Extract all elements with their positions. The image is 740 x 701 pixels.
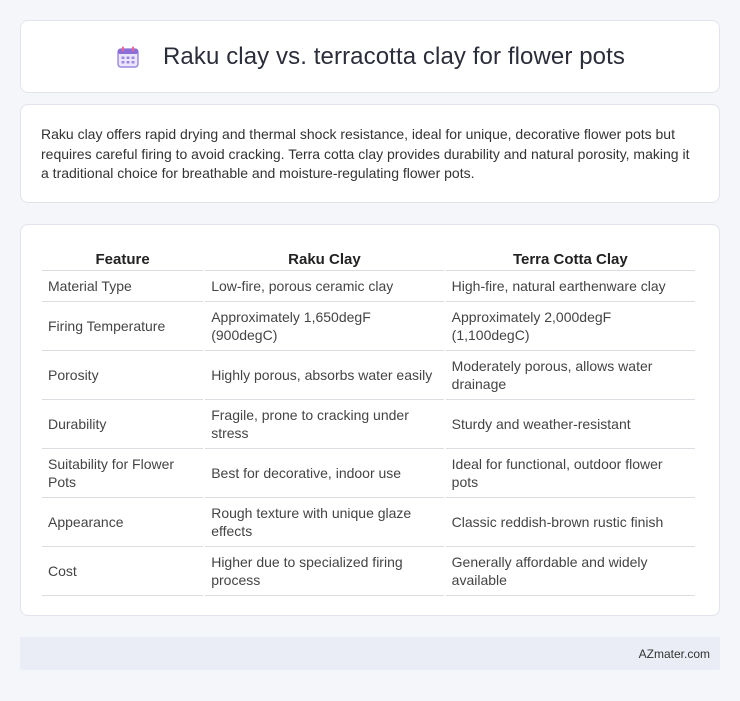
comparison-table: [40, 245, 697, 596]
row-raku-value: Higher due to specialized firing process: [205, 547, 443, 596]
row-raku-value: Fragile, prone to cracking under stress: [205, 400, 443, 449]
header-terra-cotta-clay: Terra Cotta Clay: [446, 245, 695, 271]
row-raku-value: Highly porous, absorbs water easily: [205, 351, 443, 400]
row-feature: Cost: [42, 547, 203, 596]
table-row: [42, 498, 695, 547]
intro-text: Raku clay offers rapid drying and thermal shock resistance, ideal for unique, decorative flower pots but requires careful firing to avoid cracking. Terra cotta clay provides durability and natural porosity, making it a traditional choice for breathable and moisture-regulating flower pots.: [41, 126, 690, 181]
row-terracotta-value: Ideal for functional, outdoor flower pots: [446, 449, 695, 498]
calendar-icon: [115, 44, 141, 70]
table-row: [42, 449, 695, 498]
table-row: [42, 302, 695, 351]
intro-card: [20, 104, 720, 203]
row-terracotta-value: High-fire, natural earthenware clay: [446, 271, 695, 302]
row-feature: Appearance: [42, 498, 203, 547]
row-raku-value: Rough texture with unique glaze effects: [205, 498, 443, 547]
row-feature: Firing Temperature: [42, 302, 203, 351]
row-terracotta-value: Generally affordable and widely available: [446, 547, 695, 596]
title-card: [20, 20, 720, 93]
row-raku-value: Best for decorative, indoor use: [205, 449, 443, 498]
header-feature: Feature: [42, 245, 203, 271]
table-row: [42, 351, 695, 400]
row-feature: Material Type: [42, 271, 203, 302]
footer-brand[interactable]: AZmater.com: [638, 646, 710, 661]
row-terracotta-value: Classic reddish-brown rustic finish: [446, 498, 695, 547]
table-row: [42, 547, 695, 596]
row-terracotta-value: Sturdy and weather-resistant: [446, 400, 695, 449]
header-raku-clay: Raku Clay: [205, 245, 443, 271]
table-header-row: [42, 245, 695, 271]
row-raku-value: Low-fire, porous ceramic clay: [205, 271, 443, 302]
row-terracotta-value: Approximately 2,000degF (1,100degC): [446, 302, 695, 351]
comparison-card: [20, 224, 720, 616]
row-feature: Porosity: [42, 351, 203, 400]
page-title: Raku clay vs. terracotta clay for flower pots: [163, 42, 625, 70]
table-row: [42, 400, 695, 449]
row-raku-value: Approximately 1,650degF (900degC): [205, 302, 443, 351]
row-terracotta-value: Moderately porous, allows water drainage: [446, 351, 695, 400]
row-feature: Suitability for Flower Pots: [42, 449, 203, 498]
row-feature: Durability: [42, 400, 203, 449]
footer: [20, 637, 720, 670]
table-row: [42, 271, 695, 302]
